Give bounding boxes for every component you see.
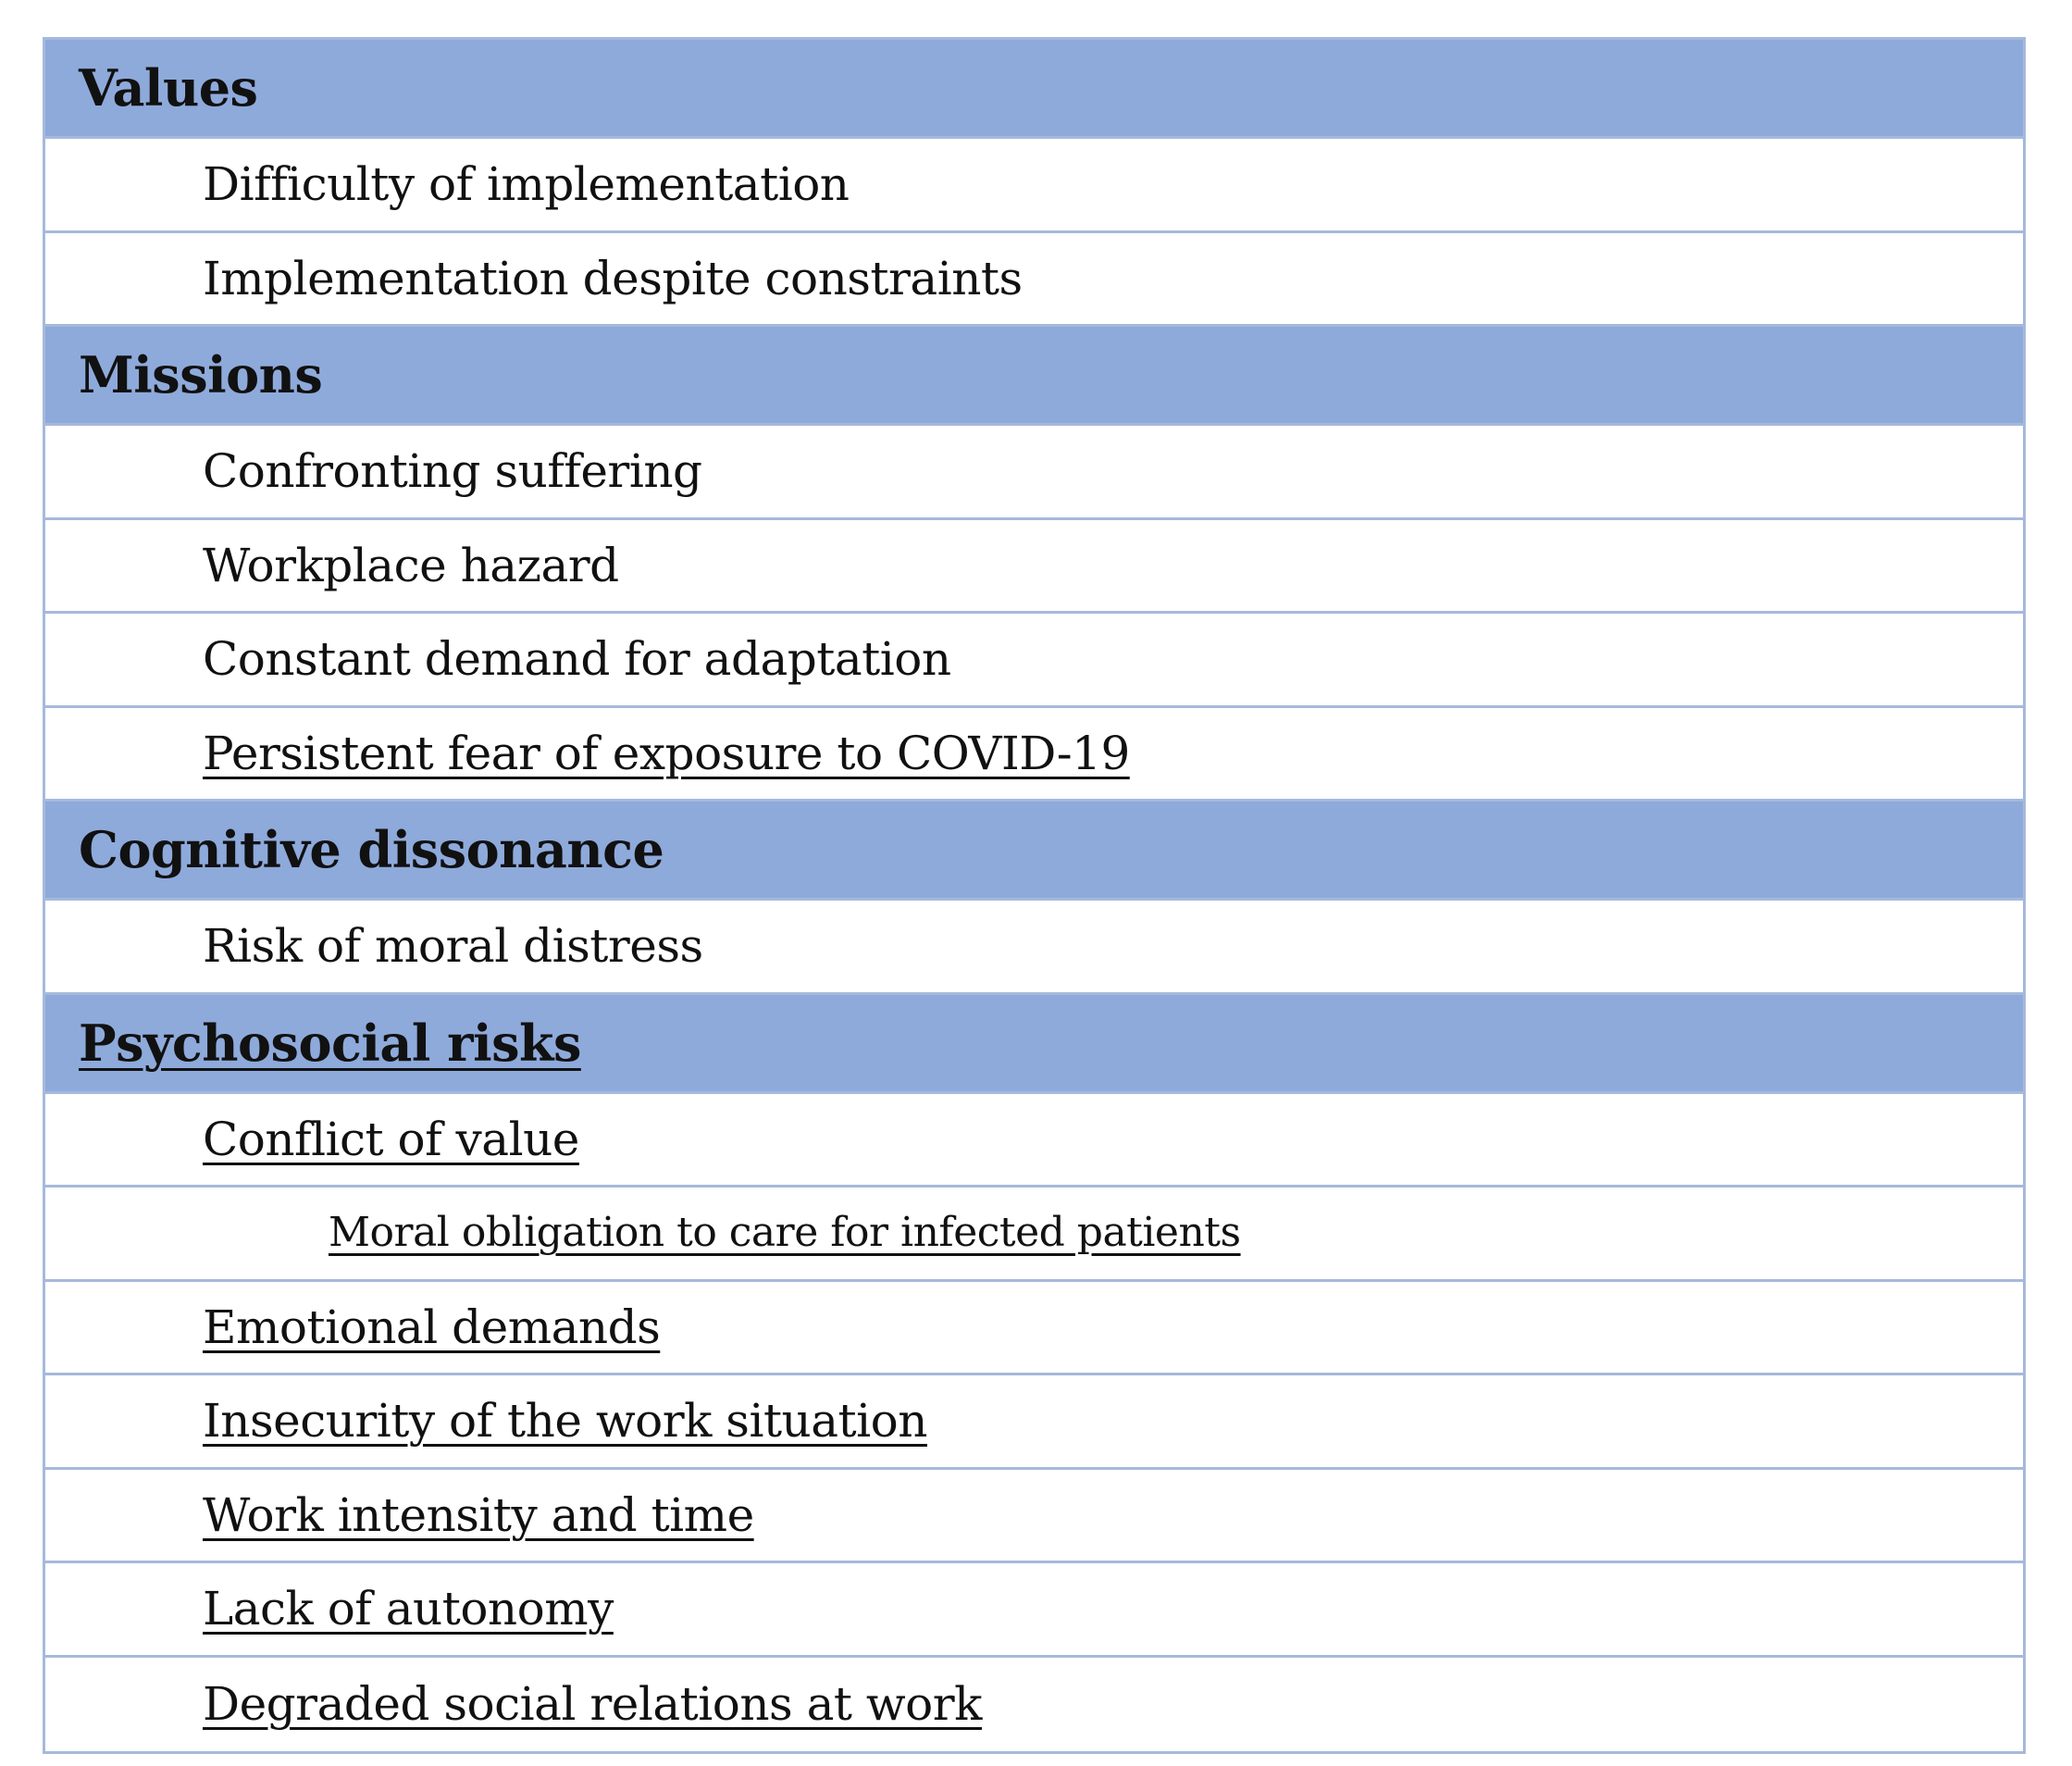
row-label: Work intensity and time: [203, 1487, 754, 1542]
table-row-subitem: [45, 1188, 2023, 1282]
row-label: Moral obligation to care for infected patients: [329, 1209, 1241, 1257]
row-label: Lack of autonomy: [203, 1582, 614, 1636]
table-row: [45, 233, 2023, 328]
section-header-psychosocial-risks: [45, 995, 2023, 1094]
table-row: [45, 1563, 2023, 1658]
section-header-values: [45, 40, 2023, 139]
table-row: [45, 1658, 2023, 1752]
row-label: Confronting suffering: [203, 444, 702, 499]
table-row: [45, 426, 2023, 520]
row-label: Emotional demands: [203, 1300, 661, 1354]
table-row: [45, 901, 2023, 995]
section-header-label: Psychosocial risks: [79, 1013, 581, 1073]
section-header-label: Values: [79, 58, 258, 118]
row-label: Workplace hazard: [203, 538, 619, 592]
row-label: Risk of moral distress: [203, 919, 703, 974]
row-label: Degraded social relations at work: [203, 1677, 982, 1732]
row-label: Insecurity of the work situation: [203, 1394, 927, 1449]
section-header-label: Missions: [79, 345, 323, 404]
table-row: [45, 1282, 2023, 1376]
section-header-cognitive-dissonance: [45, 802, 2023, 901]
table-row: [45, 614, 2023, 708]
row-label: Difficulty of implementation: [203, 157, 850, 212]
table-row: [45, 1470, 2023, 1564]
section-header-missions: [45, 327, 2023, 426]
row-label: Conflict of value: [203, 1112, 579, 1166]
table-row: [45, 1094, 2023, 1188]
table-row: [45, 139, 2023, 233]
row-label: Persistent fear of exposure to COVID-19: [203, 726, 1130, 780]
row-label: Constant demand for adaptation: [203, 632, 951, 687]
table-row: [45, 520, 2023, 615]
category-table: [43, 37, 2026, 1754]
row-label: Implementation despite constraints: [203, 251, 1023, 305]
table-row: [45, 1375, 2023, 1470]
section-header-label: Cognitive dissonance: [79, 820, 664, 879]
table-row: [45, 708, 2023, 802]
